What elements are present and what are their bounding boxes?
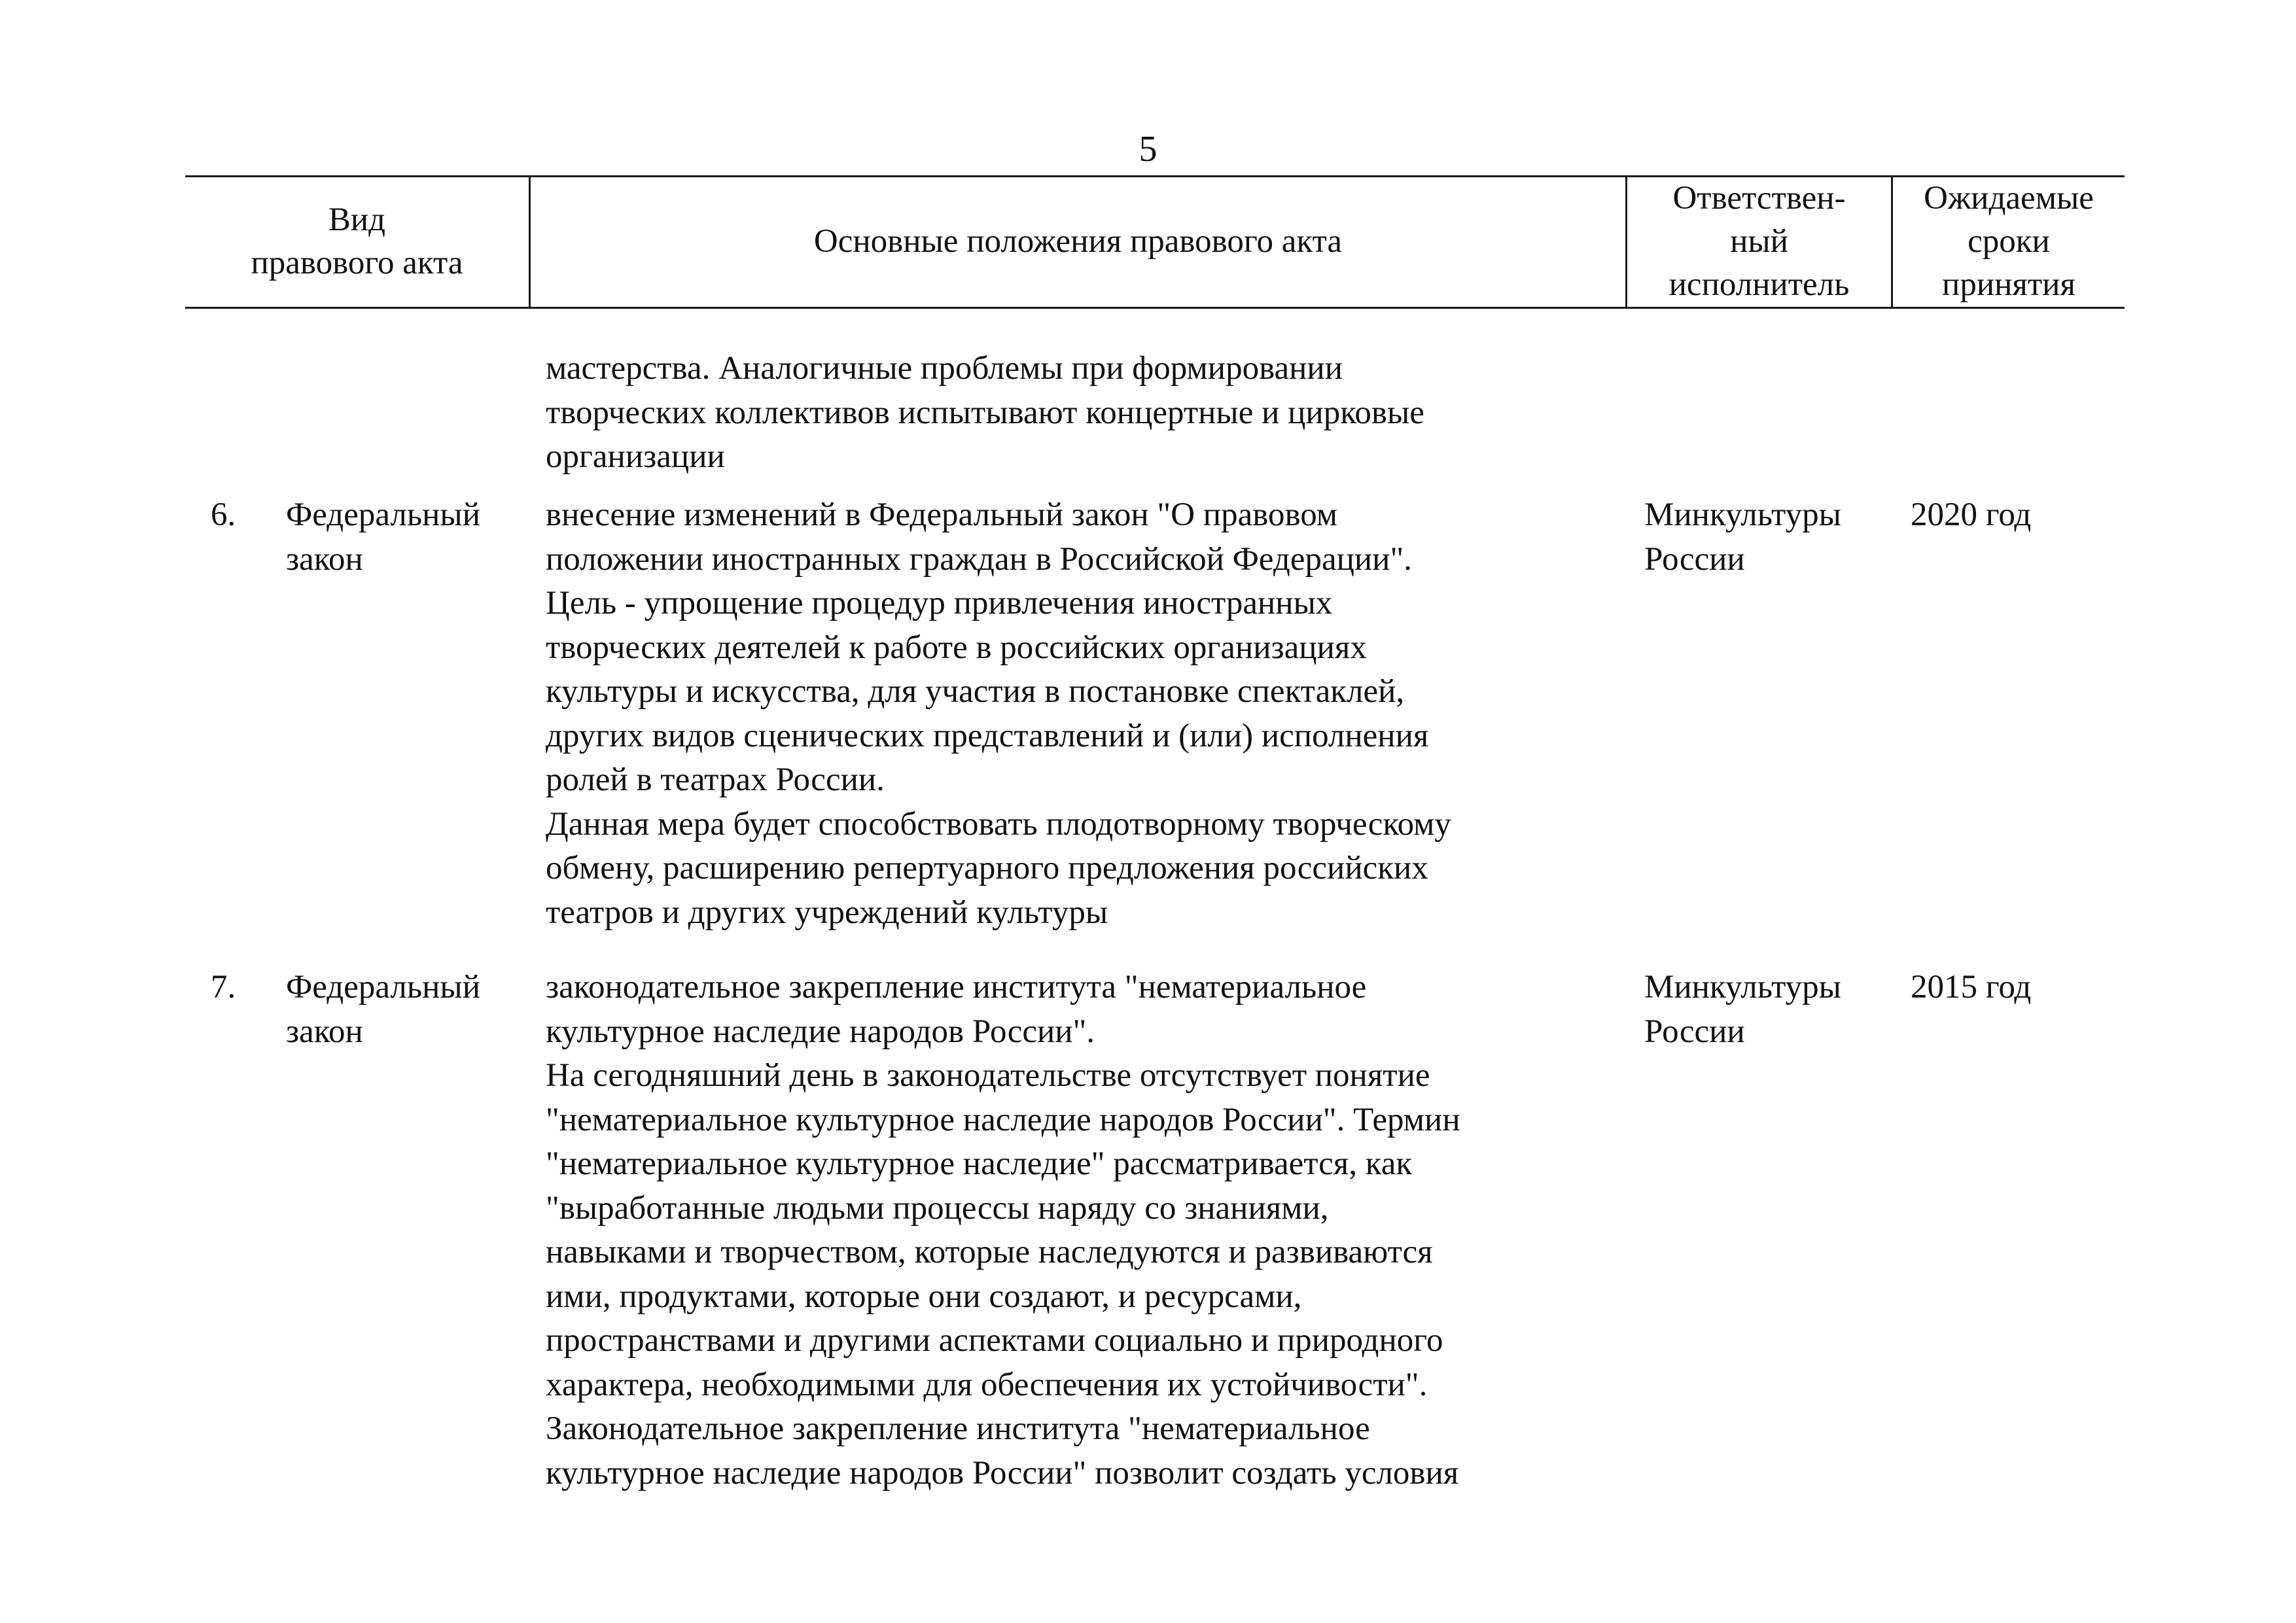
text-line: характера, необходимыми для обеспечения их устойчивости".: [546, 1366, 1428, 1403]
row-6-act-type: [286, 493, 480, 582]
responsible-line: Минкультуры: [1644, 497, 1841, 533]
text-line: положении иностранных граждан в Российской Федерации".: [546, 540, 1413, 578]
text-line: Законодательное закрепление института "нематериальное: [546, 1410, 1370, 1447]
row-7-provisions: [546, 966, 1460, 1495]
text-line: мастерства. Аналогичные проблемы при формировании: [546, 350, 1343, 387]
text-line: обмену, расширению репертуарного предложения российских: [546, 850, 1428, 886]
responsible-line: России: [1644, 540, 1745, 578]
text-line: На сегодняшний день в законодательстве отсутствует понятие: [546, 1057, 1430, 1094]
responsible-line: Минкультуры: [1644, 969, 1841, 1005]
act-type-line: закон: [286, 540, 363, 578]
row-7-deadline: 2015 год: [1911, 969, 2032, 1005]
text-line: внесение изменений в Федеральный закон "О правовом: [546, 497, 1338, 533]
responsible-line: России: [1644, 1013, 1745, 1050]
page-number: 5: [1139, 129, 1157, 169]
row-6-deadline: 2020 год: [1911, 497, 2032, 533]
row-7-act-type: [286, 966, 480, 1054]
text-line: навыками и творчеством, которые наследуются и развиваются: [546, 1234, 1433, 1270]
text-line: Данная мера будет способствовать плодотворному творческому: [546, 805, 1451, 843]
header-act-type: Вид правового акта: [251, 201, 463, 281]
text-line: творческих коллективов испытывают концертные и цирковые: [546, 394, 1424, 431]
text-line: законодательное закрепление института "нематериальное: [546, 969, 1367, 1005]
text-line: культурное наследие народов России" позволит создать условия: [546, 1454, 1459, 1492]
text-line: "выработанные людьми процессы наряду со знаниями,: [546, 1189, 1329, 1227]
row-7-number: 7.: [211, 969, 236, 1005]
text-line: "нематериальное культурное наследие" рассматривается, как: [546, 1145, 1413, 1182]
act-type-line: Федеральный: [286, 497, 480, 533]
text-line: других видов сценических представлений и (или) исполнения: [546, 717, 1429, 754]
row-7-responsible: [1644, 966, 1841, 1054]
text-line: творческих деятелей к работе в российских организациях: [546, 629, 1367, 666]
row-6-number: 6.: [211, 497, 236, 533]
text-line: культурное наследие народов России".: [546, 1013, 1095, 1050]
text-line: Цель - упрощение процедур привлечения иностранных: [546, 585, 1333, 621]
act-type-line: Федеральный: [286, 969, 480, 1005]
text-line: театров и других учреждений культуры: [546, 894, 1108, 931]
row-6-provisions: [546, 493, 1451, 935]
header-deadline: Ожидаемые сроки принятия: [1924, 180, 2094, 303]
text-line: организации: [546, 438, 725, 475]
header-provisions: Основные положения правового акта: [813, 223, 1343, 260]
continuation-text: [546, 347, 1424, 480]
act-type-line: закон: [286, 1013, 363, 1050]
row-6-responsible: [1644, 493, 1841, 582]
text-line: пространствами и другими аспектами социально и природного: [546, 1322, 1443, 1359]
text-line: культуры и искусства, для участия в постановке спектаклей,: [546, 673, 1405, 710]
text-line: ролей в театрах России.: [546, 761, 885, 798]
text-line: "нематериальное культурное наследие народов России". Термин: [546, 1101, 1460, 1138]
text-line: ими, продуктами, которые они создают, и ресурсами,: [546, 1278, 1302, 1315]
header-responsible: Ответствен- ный исполнитель: [1669, 180, 1850, 303]
